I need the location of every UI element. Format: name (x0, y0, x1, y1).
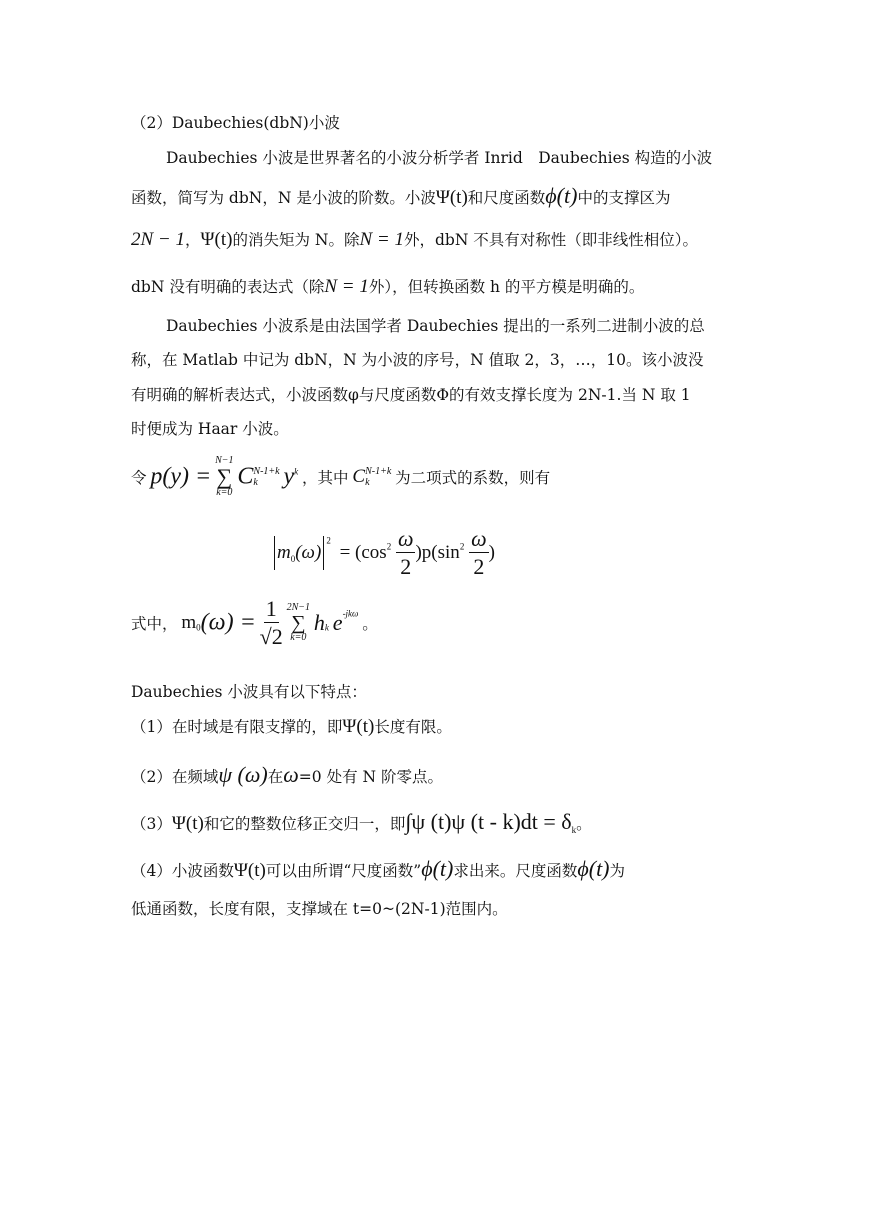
fraction (260, 598, 283, 648)
formula-m0 (131, 598, 378, 648)
list-item (131, 858, 625, 882)
text: )p(sin (415, 542, 460, 563)
scripts (253, 466, 279, 488)
paragraph-line: 时便成为 Haar 小波。 (131, 420, 289, 438)
h: h (313, 610, 325, 635)
formula-lhs: (ω) = (200, 609, 256, 636)
text: 外，dbN 不具有对称性（即非线性相位）。 (403, 231, 699, 249)
text: 。 (362, 616, 378, 633)
denominator: 2 (400, 554, 412, 579)
text: （4）小波函数 (131, 862, 234, 880)
summation (215, 456, 233, 498)
sup: -jkω (342, 608, 359, 619)
formula: ψ (ω) (218, 762, 268, 787)
psi-formula: Ψ(t) (171, 813, 204, 834)
sup: 2 (326, 535, 331, 546)
sum-lower: k=0 (216, 487, 233, 498)
text: 求出来。尺度函数 (453, 862, 578, 880)
denominator: √2 (259, 624, 283, 649)
sup: 2 (386, 541, 392, 552)
scripts (365, 466, 391, 488)
list-item: 低通函数，长度有限，支撑域在 t=0~(2N-1)范围内。 (131, 900, 508, 918)
sum-upper: N−1 (215, 455, 234, 466)
sub: k (324, 622, 329, 633)
formula-lhs: p(y) = (150, 463, 212, 490)
paragraph-line: Daubechies 小波是世界著名的小波分析学者 Inrid Daubechies 构造的小波 (166, 149, 713, 167)
sup: k (294, 466, 299, 477)
text: （3） (131, 815, 172, 833)
sup: N-1+k (365, 466, 392, 477)
text: 的消失矩为 N。除 (232, 231, 360, 249)
text: = (cos (339, 542, 387, 563)
text: 和它的整数位移正交归一，即 (203, 815, 406, 833)
abs-bar (323, 536, 324, 570)
formula: N = 1 (359, 229, 404, 250)
sub: k (365, 477, 370, 488)
sub: k (253, 477, 258, 488)
text: ) (488, 542, 495, 563)
list-item (131, 764, 443, 788)
phi-formula: ϕ(t) (421, 856, 454, 881)
paragraph-line (131, 229, 698, 251)
C: C (237, 463, 254, 490)
sub: k (571, 825, 577, 836)
text: ，其中 (302, 470, 349, 487)
sub: 0 (290, 554, 296, 565)
psi-formula: Ψ(t) (233, 860, 266, 881)
sum-lower: k=0 (290, 632, 307, 643)
abs-bar (274, 536, 275, 570)
paragraph-line: 有明确的解析表达式，小波函数φ与尺度函数Φ的有效支撑长度为 2N-1.当 N 取 1 (131, 386, 691, 404)
text: （1）在时域是有限支撑的，即 (131, 718, 343, 736)
text: 函数，简写为 dbN，N 是小波的阶数。小波 (131, 189, 436, 207)
formula: 2N − 1 (131, 229, 185, 250)
orthonormal-formula: ∫ψ (t)ψ (t - k)dt = δ (405, 809, 572, 834)
numerator: ω (471, 526, 487, 551)
text: 为二项式的系数，则有 (395, 470, 551, 487)
text: ， (185, 231, 201, 249)
numerator: ω (397, 526, 414, 551)
paragraph-line: 称，在 Matlab 中记为 dbN，N 为小波的序号，N 值取 2，3，…，10。该小波没 (131, 351, 704, 369)
text: 和尺度函数 (467, 189, 546, 207)
section-heading: （2）Daubechies(dbN)小波 (131, 114, 340, 132)
sum-symbol: ∑ (291, 612, 306, 634)
text: 为 (609, 862, 626, 880)
text: 式中， (131, 616, 178, 633)
text: 中的支撑区为 (577, 189, 671, 207)
list-item (131, 811, 592, 841)
formula-p-y (131, 456, 550, 498)
sub: 0 (196, 622, 201, 633)
text: 。 (576, 815, 592, 833)
y: y (283, 463, 295, 490)
paragraph-line (131, 276, 644, 298)
text: 在 (267, 768, 284, 786)
paragraph-line: Daubechies 小波系是由法国学者 Daubechies 提出的一系列二进制小波的总 (166, 317, 705, 335)
formula-m0-squared (272, 528, 495, 578)
text: 可以由所谓“尺度函数” (265, 862, 422, 880)
sup: N-1+k (253, 466, 280, 477)
text: =0 处有 N 阶零点。 (298, 768, 443, 786)
text: 长度有限。 (374, 718, 452, 736)
sum-symbol: ∑ (216, 464, 233, 489)
sup: 2 (459, 541, 465, 552)
sum-upper: 2N−1 (286, 602, 311, 613)
summation (287, 603, 310, 643)
text: 外），但转换函数 h 的平方模是明确的。 (368, 278, 645, 296)
text: dbN 没有明确的表达式（除 (131, 278, 325, 296)
phi-formula: ϕ(t) (577, 856, 610, 881)
formula: N = 1 (324, 276, 369, 297)
psi-formula: Ψ(t) (342, 716, 375, 737)
omega: ω (283, 762, 299, 787)
m: m (277, 542, 291, 563)
paragraph-line (131, 185, 670, 209)
e: e (332, 610, 343, 635)
text: 令 (131, 470, 147, 487)
phi-formula: ϕ(t) (545, 183, 578, 208)
list-item (131, 716, 452, 738)
paragraph-line: Daubechies 小波具有以下特点： (131, 683, 367, 701)
fraction (396, 528, 416, 578)
psi-formula: Ψ(t) (435, 187, 468, 208)
psi-formula: Ψ(t) (200, 229, 233, 250)
numerator: 1 (265, 596, 277, 621)
text: （2）在频域 (131, 768, 219, 786)
fraction (469, 528, 489, 578)
denominator: 2 (473, 554, 485, 579)
m: m (181, 612, 197, 633)
arg: (ω) (295, 542, 322, 563)
C: C (352, 466, 366, 487)
